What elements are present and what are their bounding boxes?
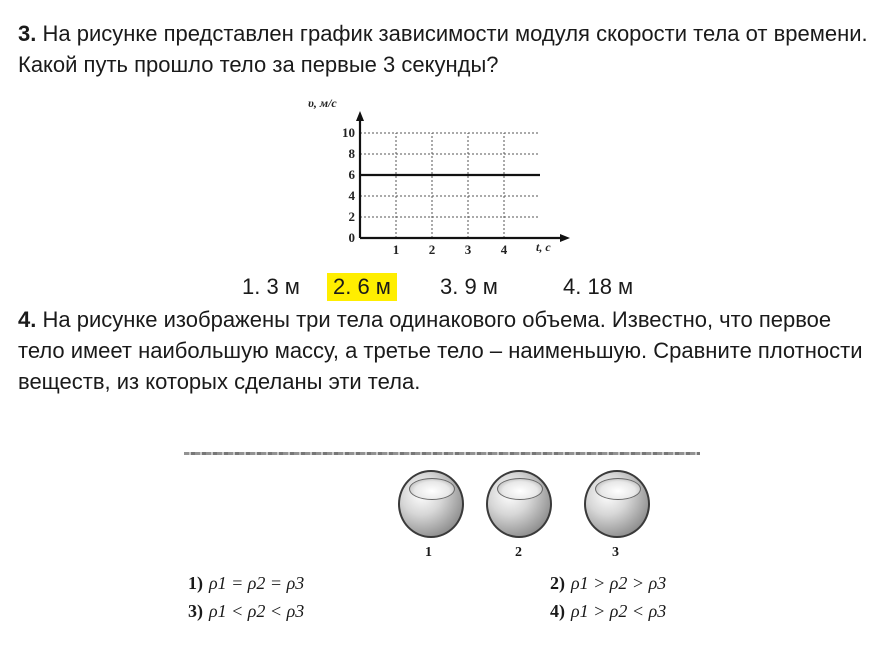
question-4-number: 4. (18, 307, 37, 332)
x-tick-label: 3 (464, 242, 472, 257)
option-4 (550, 601, 666, 622)
option-3-formula: ρ1 < ρ2 < ρ3 (209, 601, 305, 621)
body-1-sphere-image (398, 470, 464, 538)
chart-y-axis-label: υ, м/с (308, 96, 337, 110)
y-tick-label: 2 (348, 209, 355, 224)
x-tick-label: 1 (392, 242, 400, 257)
body-3-sphere-image (584, 470, 650, 538)
y-axis-arrow (356, 111, 364, 121)
body-2-sphere-image (486, 470, 552, 538)
question-4-text: На рисунке изображены три тела одинакового объема. Известно, что первое тело имеет наибольшую массу, а третье тело – наименьшую. Сравните плотности веществ, из которых сделаны эти тела. (18, 307, 863, 394)
answer-option-1: 1. 3 м (242, 274, 300, 299)
question-3 (18, 18, 878, 80)
answer-option-3: 3. 9 м (440, 274, 498, 299)
answer-option-4: 4. 18 м (563, 274, 634, 299)
y-tick-label: 10 (342, 125, 355, 140)
answer-options-q3 (0, 271, 896, 303)
y-tick-label: 6 (348, 167, 355, 182)
y-tick-label: 0 (348, 230, 355, 245)
question-3-number: 3. (18, 21, 37, 46)
cropped-text-line (184, 452, 700, 455)
body-1-label: 1 (425, 545, 432, 560)
option-2-number: 2) (550, 573, 565, 593)
answer-option-2: 2. 6 м (327, 273, 397, 301)
y-tick-label: 4 (348, 188, 355, 203)
x-tick-label: 4 (500, 242, 508, 257)
option-3-number: 3) (188, 601, 203, 621)
x-tick-label: 2 (428, 242, 436, 257)
question-4 (18, 304, 878, 397)
option-3 (188, 601, 304, 622)
y-tick-label: 8 (348, 146, 355, 161)
option-1 (188, 573, 304, 594)
option-4-number: 4) (550, 601, 565, 621)
option-2-formula: ρ1 > ρ2 > ρ3 (571, 573, 667, 593)
velocity-time-chart (290, 93, 590, 261)
body-3-label: 3 (612, 545, 619, 560)
option-1-number: 1) (188, 573, 203, 593)
option-4-formula: ρ1 > ρ2 < ρ3 (571, 601, 667, 621)
option-1-formula: ρ1 = ρ2 = ρ3 (209, 573, 305, 593)
option-2 (550, 573, 666, 594)
chart-x-axis-label: t, с (536, 240, 551, 254)
x-axis-arrow (560, 234, 570, 242)
body-2-label: 2 (515, 545, 522, 560)
chart-axes (356, 111, 570, 242)
three-bodies-figure (180, 445, 710, 645)
chart-grid (360, 133, 540, 238)
question-3-text: На рисунке представлен график зависимости модуля скорости тела от времени. Какой путь прошло тело за первые 3 секунды? (18, 21, 868, 77)
